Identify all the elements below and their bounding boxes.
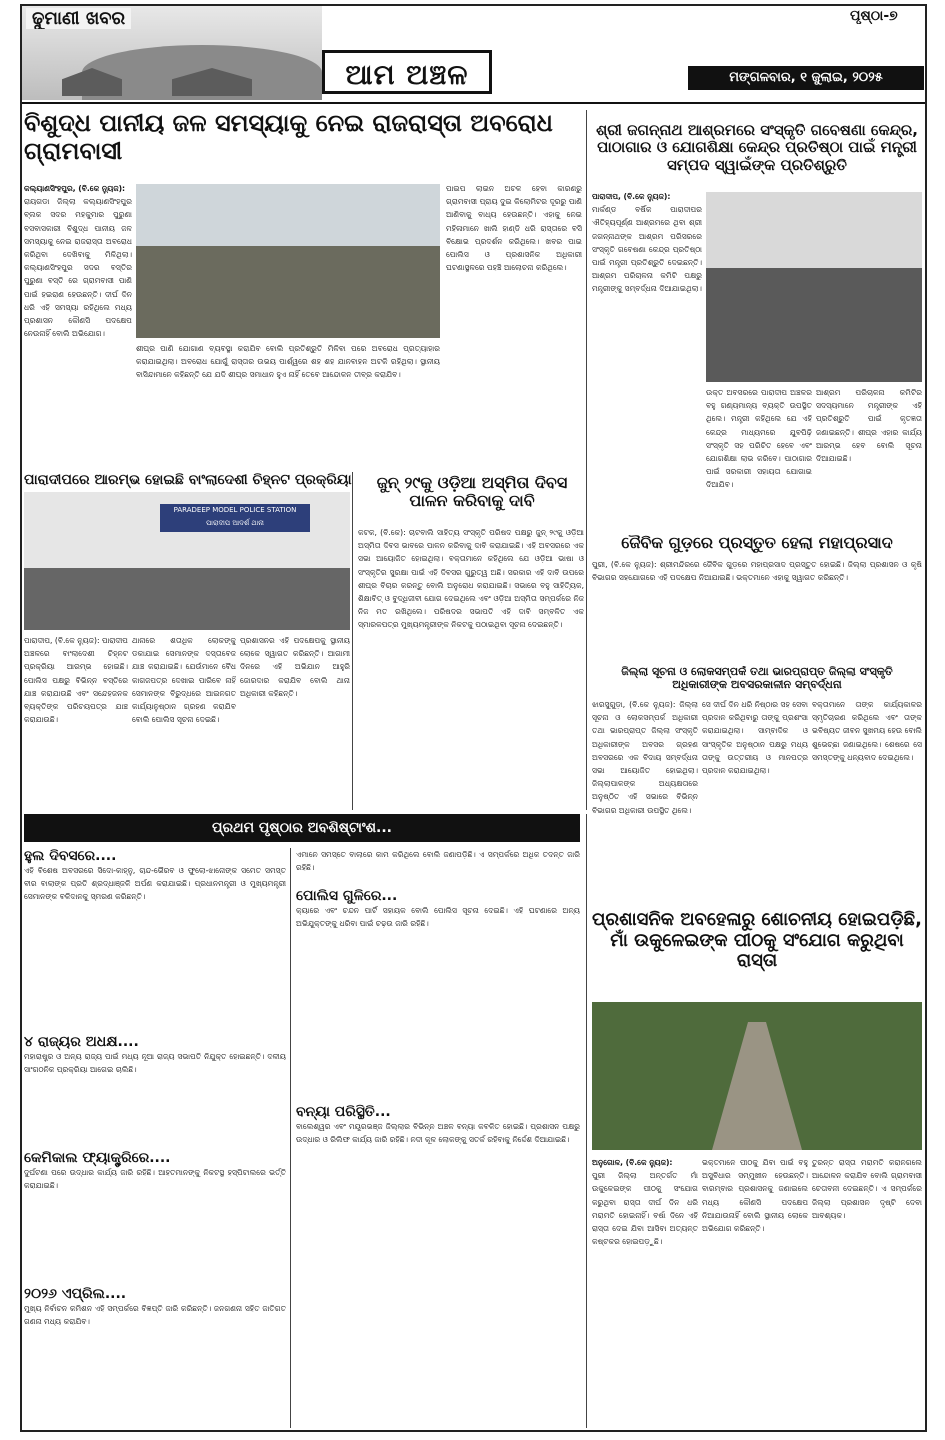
page-number: ପୃଷ୍ଠା-୭ <box>850 8 898 24</box>
story2-text-c: ଆଶ୍ରମ ପରିଚାଳନା କମିଟିର ସଦସ୍ୟମାନେ ମନ୍ତ୍ରୀଙ୍କ ଏହି ପ୍ରତିଶ୍ରୁତି ପାଇଁ କୃତଜ୍ଞତା ଜଣାଇଛନ୍ତି। ଶୀଘ୍ର ଏହାର କାର୍ଯ୍ୟ ଆରମ୍ଭ ହେବ ବୋଲି ସୂଚନା ଦିଆଯାଇଛି। <box>816 388 922 464</box>
remainder-subhead: କେମିକାଲ ଫ୍ୟାକ୍ଟ୍ରିରେ.... <box>24 1150 171 1166</box>
story2-headline: ଶ୍ରୀ ଜଗନ୍ନାଥ ଆଶ୍ରମରେ ସଂସ୍କୃତି ଗବେଷଣା କେନ୍ଦ୍ର, ପାଠାଗାର ଓ ଯୋଗଶିକ୍ଷା କେନ୍ଦ୍ର ପ୍ରତିଷ୍ଠା ପାଇଁ ମନ୍ତ୍ରୀ ସମ୍ପଦ ସ୍ୱାଇଁଙ୍କ ପ୍ରତିଶ୍ରୁତି <box>596 122 918 174</box>
story2-text-a: ମାର୍କଣ୍ଡ ବର୍ଷିକ ପାରାଦୀପର ଐତିହ୍ୟପୂର୍ଣ୍ଣ ଆଶ୍ରମରେ ଥିବା ଶ୍ରୀ ଜଗନ୍ନାଥଙ୍କ ଆଶ୍ରମ ପରିସରରେ ସଂସ୍କୃତି ଗବେଷଣା କେନ୍ଦ୍ର ପ୍ରତିଷ୍ଠା ପାଇଁ ମନ୍ତ୍ରୀ ପ୍ରତିଶ୍ରୁତି ଦେଇଛନ୍ତି। ଆଶ୍ରମ ପରିଚାଳନା କମିଟି ପକ୍ଷରୁ ମନ୍ତ୍ରୀଙ୍କୁ ସମ୍ବର୍ଦ୍ଧନା ଦିଆଯାଇଥିଲା। <box>592 205 702 294</box>
column-divider <box>586 110 587 810</box>
remainder-subhead: ବନ୍ୟା ପରିସ୍ଥିତି... <box>296 1104 391 1120</box>
remainder-subhead: ୨୦୨୬ ଏପ୍ରିଲ.... <box>24 1286 127 1302</box>
story1-text-c: ଶୀଘ୍ର ପାଣି ଯୋଗାଣ ବ୍ୟବସ୍ଥା କରାଯିବ ବୋଲି ପ୍ରତିଶ୍ରୁତି ମିଳିବା ପରେ ଅବରୋଧ ପ୍ରତ୍ୟାହାର କରାଯାଇଥିଲା। ଅବରୋଧ ଯୋଗୁଁ ରାସ୍ତାର ଉଭୟ ପାର୍ଶ୍ୱରେ ଶହ ଶହ ଯାନବାହନ ଅଟକି ରହିଥିଲା। ସ୍ଥାନୀୟ ବାସିନ୍ଦାମାନେ କହିଛନ୍ତି ଯେ ଯଦି ଶୀଘ୍ର ସମାଧାନ ହୁଏ ନାହିଁ ତେବେ ଆନ୍ଦୋଳନ ତୀବ୍ର କରାଯିବ। <box>136 344 440 380</box>
remainder-text: ମୁଖ୍ୟ ନିର୍ବାଚନ କମିଶନ ଏହି ସମ୍ପର୍କରେ ବିଜ୍ଞପ୍ତି ଜାରି କରିଛନ୍ତି। ଜନଗଣନା ସହିତ ଜାତିଗତ ଗଣନା ମଧ୍ୟ କରାଯିବ। <box>24 1304 286 1327</box>
story4-headline: ଜୁନ୍ ୨୯କୁ ଓଡ଼ିଆ ଅସ୍ମିତା ଦିବସ ପାଳନ କରିବାକୁ ଦାବି <box>376 474 568 511</box>
remainder-subhead: ୪ ରାଜ୍ୟର ଅଧକ୍ଷ.... <box>24 1034 139 1050</box>
story5-headline: ଜୈବିକ ଗୁଡ଼ରେ ପ୍ରସ୍ତୁତ ହେଲା ମହାପ୍ରସାଦ <box>621 534 893 552</box>
brand-name: ଢୁମାଣୀ ଖବର <box>26 8 131 29</box>
story6-text-a: ଝାରସୁଗୁଡ଼ା, (ବି.କେ ନ୍ୟୁଜ): ଜିଲ୍ଲା ସୂଚନା ଓ ଲୋକସମ୍ପର୍କ ଅଧିକାରୀ ତଥା ଭାରପ୍ରାପ୍ତ ଜିଲ୍ଲା ସଂସ୍କୃତି ଅଧିକାରୀଙ୍କ ଅବସର ଗ୍ରହଣ ଅବସରରେ ଏକ ବିଦାୟ ସମ୍ବର୍ଦ୍ଧନା ସଭା ଆୟୋଜିତ ହୋଇଥିଲା। ଜିଲ୍ଲାପାଳଙ୍କ ଅଧ୍ୟକ୍ଷତାରେ ଅନୁଷ୍ଠିତ ଏହି ସଭାରେ ବିଭିନ୍ନ ବିଭାଗର ଅଧିକାରୀ ଉପସ୍ଥିତ ଥିଲେ। <box>592 700 698 815</box>
story1-headline: ବିଶୁଦ୍ଧ ପାନୀୟ ଜଳ ସମସ୍ୟାକୁ ନେଇ ରାଜରାସ୍ତା ଅବରୋଧ ଗ୍ରାମବାସୀ <box>24 110 553 165</box>
story3-police-station-photo <box>24 492 350 630</box>
story1-text-b: ପାଇପ ଲାଇନ ଅଚଳ ହେବା କାରଣରୁ ଗ୍ରାମବାସୀ ପ୍ରାୟ ଦୁଇ କିଲୋମିଟର ଦୂରରୁ ପାଣି ଆଣିବାକୁ ବାଧ୍ୟ ହେଉଛନ୍ତି। ଏହାକୁ ନେଇ ମହିଳାମାନେ ଖାଲି ହାଣ୍ଡି ଧରି ରାସ୍ତାରେ ବସି ବିକ୍ଷୋଭ ପ୍ରଦର୍ଶନ କରିଥିଲେ। ଖବର ପାଇ ପୋଲିସ ଓ ପ୍ରଶାସନିକ ଅଧିକାରୀ ଘଟଣାସ୍ଥଳରେ ପହଞ୍ଚି ଆଲୋଚନା କରିଥିଲେ। <box>446 184 582 273</box>
story1-text-a: ରାୟଗଡା ଜିଲ୍ଲା କଲ୍ୟାଣସିଂହପୁର ବ୍ଲକ ସଦର ମହକୁମାର ପୁରୁଣା ବସବାସକାରୀ ବିଶୁଦ୍ଧ ପାନୀୟ ଜଳ ସମସ୍ୟାକୁ ନେଇ ରାଜରାସ୍ତା ଅବରୋଧ କରିଥିବା ଦେଖିବାକୁ ମିଳିଥିଲା। କଲ୍ୟାଣସିଂହପୁର ସଦର ବସ୍ତିର ପୁରୁଣା ବସ୍ତି ରେ ଗ୍ରାମବାସୀ ପାଣି ପାଇଁ ହଇରାଣ ହେଉଛନ୍ତି। ଦୀର୍ଘ ଦିନ ଧରି ଏହି ସମସ୍ୟା ରହିଥିଲେ ମଧ୍ୟ ପ୍ରଶାସନ କୌଣସି ପଦକ୍ଷେପ ନେଉନାହିଁ ବୋଲି ଅଭିଯୋଗ। <box>24 197 132 339</box>
remainder-text: ଏହି ବିଶେଷ ଅବସରରେ ସିଦୋ-କାହ୍ନୁ, ଚାନ୍ଦ-ଭୈରବ ଓ ଫୁଲୋ-ଝାନୋଙ୍କ ସମେତ ସମସ୍ତ ବୀର ବାଲାଙ୍କ ପ୍ରତି ଶ୍ରଦ୍ଧାଞ୍ଜଳି ଅର୍ପଣ କରାଯାଇଛି। ପ୍ରଧାନମନ୍ତ୍ରୀ ଓ ମୁଖ୍ୟମନ୍ତ୍ରୀ ସେମାନଙ୍କ ବଳିଦାନକୁ ସ୍ମରଣ କରିଛନ୍ତି। <box>24 866 286 902</box>
column-divider <box>352 472 353 810</box>
story2-dateline: ପାରାଦୀପ, (ବି.କେ ନ୍ୟୁଜ): <box>592 192 671 201</box>
column-divider <box>290 848 291 1428</box>
story7-dateline: ଅନୁଗୋଳ, (ବି.କେ ନ୍ୟୁଜ): <box>592 1158 673 1167</box>
story7-text-a: ପୁରୀ ଜିଲ୍ଲା ଅନ୍ତର୍ଗତ ମାଁ ଉକୁଳେଇଙ୍କ ପୀଠକୁ ସଂଯୋଗ କରୁଥିବା ରାସ୍ତା ଦୀର୍ଘ ଦିନ ଧରି ମରାମତି ହୋଇନାହିଁ। ବର୍ଷା ଦିନେ ଏହି ରାସ୍ତା ଦେଇ ଯିବା ଆସିବା ଅତ୍ୟନ୍ତ କଷ୍ଟକର ହୋଇପଡ଼ୁଛି। <box>592 1171 698 1247</box>
remainder-col-left <box>24 848 286 1428</box>
story4-text: କଟକ, (ବି.କେ): ଚାଟବାଲି ସାହିତ୍ୟ ସଂସ୍କୃତି ପରିଷଦ ପକ୍ଷରୁ ଜୁନ୍ ୨୯କୁ ଓଡ଼ିଆ ଅସ୍ମିତା ଦିବସ ଭାବରେ ପାଳନ କରିବାକୁ ଦାବି କରାଯାଇଛି। ଏହି ଅବସରରେ ଏକ ସଭା ଆୟୋଜିତ ହୋଇଥିଲା। ବକ୍ତାମାନେ କହିଥିଲେ ଯେ ଓଡ଼ିଆ ଭାଷା ଓ ସଂସ୍କୃତିର ସୁରକ୍ଷା ପାଇଁ ଏହି ଦିବସର ଗୁରୁତ୍ୱ ଅଛି। ସରକାର ଏହି ଦାବି ଉପରେ ଶୀଘ୍ର ବିଚାର କରନ୍ତୁ ବୋଲି ଅନୁରୋଧ କରାଯାଇଛି। ସଭାରେ ବହୁ ସାହିତ୍ୟିକ, ଶିକ୍ଷାବିତ୍ ଓ ବୁଦ୍ଧିଜୀବୀ ଯୋଗ ଦେଇଥିଲେ ଏବଂ ଓଡ଼ିଆ ଅସ୍ମିତା ସମ୍ପର୍କରେ ନିଜ ନିଜ ମତ ରଖିଥିଲେ। ପରିଷଦର ସଭାପତି ଏହି ଦାବି ସମ୍ବଳିତ ଏକ ସ୍ମାରକପତ୍ର ମୁଖ୍ୟମନ୍ତ୍ରୀଙ୍କ ନିକଟକୁ ପଠାଇଥିବା ସୂଚନା ଦେଇଛନ୍ତି। <box>358 528 584 630</box>
remainder-text: କ୍ୟାରେ ଏବଂ ଚନ୍ଦନ ପାର୍ଟି ସହାୟକ ବୋଲି ପୋଲିସ ସୂଚନା ଦେଇଛି। ଏହି ଘଟଣାରେ ଅନ୍ୟ ଅଭିଯୁକ୍ତଙ୍କୁ ଧରିବା ପାଇଁ ଚଢ଼ଉ ଜାରି ରହିଛି। <box>296 906 580 929</box>
column-divider <box>586 814 587 1428</box>
story7-col-a <box>592 1156 698 1428</box>
remainder-subhead: ହୁଲ ଦିବସରେ.... <box>24 848 117 864</box>
story6-text-b: ସେ ଦୀର୍ଘ ଦିନ ଧରି ନିଷ୍ଠାର ସହ ସେବା ପ୍ରଦାନ କରିଥିବାରୁ ତାଙ୍କୁ ପ୍ରଶଂସା କରାଯାଇଥିଲା। ସାମ୍ବାଦିକ ଓ ସାଂସ୍କୃତିକ ଅନୁଷ୍ଠାନ ପକ୍ଷରୁ ମଧ୍ୟ ତାଙ୍କୁ ଉତ୍ତରୀୟ ଓ ମାନପତ୍ର ପ୍ରଦାନ କରାଯାଇଥିଲା। <box>702 700 808 776</box>
story6-text-c: ବକ୍ତାମାନେ ତାଙ୍କ କାର୍ଯ୍ୟକାଳର ସ୍ମୃତିଚାରଣ କରିଥିଲେ ଏବଂ ତାଙ୍କ ଭବିଷ୍ୟତ ଜୀବନ ସୁଖମୟ ହେଉ ବୋଲି ଶୁଭେଚ୍ଛା ଜଣାଇଥିଲେ। ଶେଷରେ ସେ ସମସ୍ତଙ୍କୁ ଧନ୍ୟବାଦ ଦେଇଥିଲେ। <box>812 700 922 762</box>
story1-col-a <box>24 182 132 472</box>
story3-headline: ପାରାଦୀପରେ ଆରମ୍ଭ ହୋଇଛି ବାଂଲାଦେଶୀ ଚିହ୍ନଟ ପ୍ରକ୍ରିୟା <box>24 472 352 488</box>
header-rule <box>22 102 925 104</box>
story2-col-a <box>592 190 702 530</box>
remainder-col-right <box>296 848 580 1428</box>
remainder-text: ଦୁର୍ଘଟଣା ପରେ ଉଦ୍ଧାର କାର୍ଯ୍ୟ ଜାରି ରହିଛି। ଆହତମାନଙ୍କୁ ନିକଟସ୍ଥ ହସ୍ପିଟାଲରେ ଭର୍ତ୍ତି କରାଯାଇଛି। <box>24 1168 286 1191</box>
remainder-text: ଏମାନେ ସମସ୍ତେ ବାଲାରେ କାମ କରିଥିଲେ ବୋଲି ଜଣାପଡ଼ିଛି। ଏ ସମ୍ପର୍କରେ ଅଧିକ ତଦନ୍ତ ଜାରି ରହିଛି। <box>296 850 580 873</box>
story7-text-b: ଭକ୍ତମାନେ ପୀଠକୁ ଯିବା ପାଇଁ ବହୁ ଅସୁବିଧାର ସମ୍ମୁଖୀନ ହେଉଛନ୍ତି। ବାରମ୍ବାର ପ୍ରଶାସନକୁ ଜଣାଇଲେ ମଧ୍ୟ କୌଣସି ପଦକ୍ଷେପ ନିଆଯାଉନାହିଁ ବୋଲି ସ୍ଥାନୀୟ ଲୋକେ ଅଭିଯୋଗ କରିଛନ୍ତି। <box>702 1158 808 1234</box>
station-sign: PARADEEP MODEL POLICE STATION ପାରାଦୀପ ଆଦର୍ଶ ଥାନା <box>160 504 310 532</box>
story7-headline: ପ୍ରଶାସନିକ ଅବହେଳାରୁ ଶୋଚନୀୟ ହୋଇପଡ଼ିଛି, ମାଁ ଉକୁଳେଇଙ୍କ ପୀଠକୁ ସଂଯୋଗ କରୁଥିବା ରାସ୍ତା <box>592 910 922 972</box>
remainder-text: ମହାରାଷ୍ଟ୍ର ଓ ଅନ୍ୟ ରାଜ୍ୟ ପାଇଁ ମଧ୍ୟ ନୂଆ ରାଜ୍ୟ ସଭାପତି ନିଯୁକ୍ତ ହୋଇଛନ୍ତି। ଦଳୀୟ ସାଂଗଠନିକ ପ୍ରକ୍ରିୟା ଆଗେଇ ଚାଲିଛି। <box>24 1052 286 1075</box>
remainder-banner: ପ୍ରଥମ ପୃଷ୍ଠାର ଅବଶିଷ୍ଟାଂଶ... <box>24 814 580 842</box>
story3-text-a: ପାରାଦୀପ, (ବି.କେ ନ୍ୟୁଜ): ପାରାଦୀପ ଅଞ୍ଚଳରେ ବାଂଲାଦେଶୀ ଚିହ୍ନଟ ପ୍ରକ୍ରିୟା ଆରମ୍ଭ ହୋଇଛି। ପୋଲିସ ପକ୍ଷରୁ ବିଭିନ୍ନ ବସ୍ତିରେ ଯାଞ୍ଚ କରାଯାଉଛି ଏବଂ ସନ୍ଦେହଜନକ ବ୍ୟକ୍ତିଙ୍କ ପରିଚୟପତ୍ର ଯାଞ୍ଚ କରାଯାଉଛି। <box>24 636 128 725</box>
story7-road-photo <box>592 1002 922 1150</box>
remainder-subhead: ପୋଲିସ ଗୁଳିରେ... <box>296 888 398 904</box>
section-title: ଆମ ଅଞ୍ଚଳ <box>322 50 492 94</box>
story1-dateline: କଲ୍ୟାଣସିଂହପୁର, (ବି.କେ ନ୍ୟୁଜ): <box>24 184 126 193</box>
story2-minister-photo <box>706 192 922 382</box>
story2-text-b: ଉକ୍ତ ଅବସରରେ ପାରାଦୀପ ଅଞ୍ଚଳର ବହୁ ଗଣ୍ୟମାନ୍ୟ ବ୍ୟକ୍ତି ଉପସ୍ଥିତ ଥିଲେ। ମନ୍ତ୍ରୀ କହିଥିଲେ ଯେ ଏହି କେନ୍ଦ୍ର ମାଧ୍ୟମରେ ଯୁବପିଢ଼ି ସଂସ୍କୃତି ସହ ପରିଚିତ ହେବେ ଏବଂ ଯୋଗଶିକ୍ଷା ଲାଭ କରିବେ। ପାଠାଗାର ପାଇଁ ସରକାରୀ ସହାୟତା ଯୋଗାଇ ଦିଆଯିବ। <box>706 388 812 490</box>
story1-protest-photo <box>136 184 440 338</box>
remainder-text: ବାଲେଶ୍ୱର ଏବଂ ମୟୂରଭଞ୍ଜ ଜିଲ୍ଲାର ବିଭିନ୍ନ ଅଞ୍ଚଳ ବନ୍ୟା କବଳିତ ହୋଇଛି। ପ୍ରଶାସନ ପକ୍ଷରୁ ଉଦ୍ଧାର ଓ ରିଲିଫ କାର୍ଯ୍ୟ ଜାରି ରହିଛି। ନଦୀ କୂଳ ଲୋକଙ୍କୁ ସତର୍କ ରହିବାକୁ ନିର୍ଦ୍ଦେଶ ଦିଆଯାଇଛି। <box>296 1122 580 1145</box>
story5-text: ପୁରୀ, (ବି.କେ ନ୍ୟୁଜ): ଶ୍ରୀମନ୍ଦିରରେ ଜୈବିକ ଗୁଡ଼ରେ ମହାପ୍ରସାଦ ପ୍ରସ୍ତୁତ ହୋଇଛି। ଜିଲ୍ଲା ପ୍ରଶାସନ ଓ କୃଷି ବିଭାଗର ସହଯୋଗରେ ଏହି ପଦକ୍ଷେପ ନିଆଯାଇଛି। ଭକ୍ତମାନେ ଏହାକୁ ସ୍ୱାଗତ କରିଛନ୍ତି। <box>592 560 922 583</box>
issue-date: ମଙ୍ଗଳବାର, ୧ ଜୁଲାଇ, ୨୦୨୫ <box>688 66 924 90</box>
story3-text-c: ପ୍ରଶାସନର ଏହି ପଦକ୍ଷେପକୁ ସ୍ଥାନୀୟ ଲୋକେ ସ୍ୱାଗତ କରିଛନ୍ତି। ଆଗାମୀ ଦିନରେ ଏହି ଅଭିଯାନ ଆହୁରି ଜୋରଦାର କରାଯିବ ବୋଲି ଥାନା ଅଧିକାରୀ କହିଛନ୍ତି। <box>240 636 350 698</box>
story7-text-c: ତୁରନ୍ତ ରାସ୍ତା ମରାମତି କରାନଗଲେ ଆନ୍ଦୋଳନ କରାଯିବ ବୋଲି ଗ୍ରାମବାସୀ ଚେତାବନୀ ଦେଇଛନ୍ତି। ଏ ସମ୍ପର୍କରେ ଜିଲ୍ଲା ପ୍ରଶାସନ ଦୃଷ୍ଟି ଦେବା ଆବଶ୍ୟକ। <box>812 1158 922 1220</box>
story3-text-b: ଥାନାରେ ଶତାଧିକ ଲୋକଙ୍କୁ ଡକାଯାଇ ସେମାନଙ୍କ ଦସ୍ତାବେଜ ଯାଞ୍ଚ କରାଯାଇଛି। ଯେଉଁମାନେ ବୈଧ କାଗଜପତ୍ର ଦେଖାଇ ପାରିବେ ନାହିଁ ସେମାନଙ୍କ ବିରୁଦ୍ଧରେ ଆଇନଗତ କାର୍ଯ୍ୟାନୁଷ୍ଠାନ ଗ୍ରହଣ କରାଯିବ ବୋଲି ପୋଲିସ ସୂଚନା ଦେଇଛି। <box>132 636 236 725</box>
story6-headline: ଜିଲ୍ଲା ସୂଚନା ଓ ଲୋକସମ୍ପର୍କ ତଥା ଭାରପ୍ରାପ୍ତ ଜିଲ୍ଲା ସଂସ୍କୃତି ଅଧିକାରୀଙ୍କ ଅବସରକାଳୀନ ସମ୍ବର୍ଦ୍ଧନା <box>621 666 893 691</box>
